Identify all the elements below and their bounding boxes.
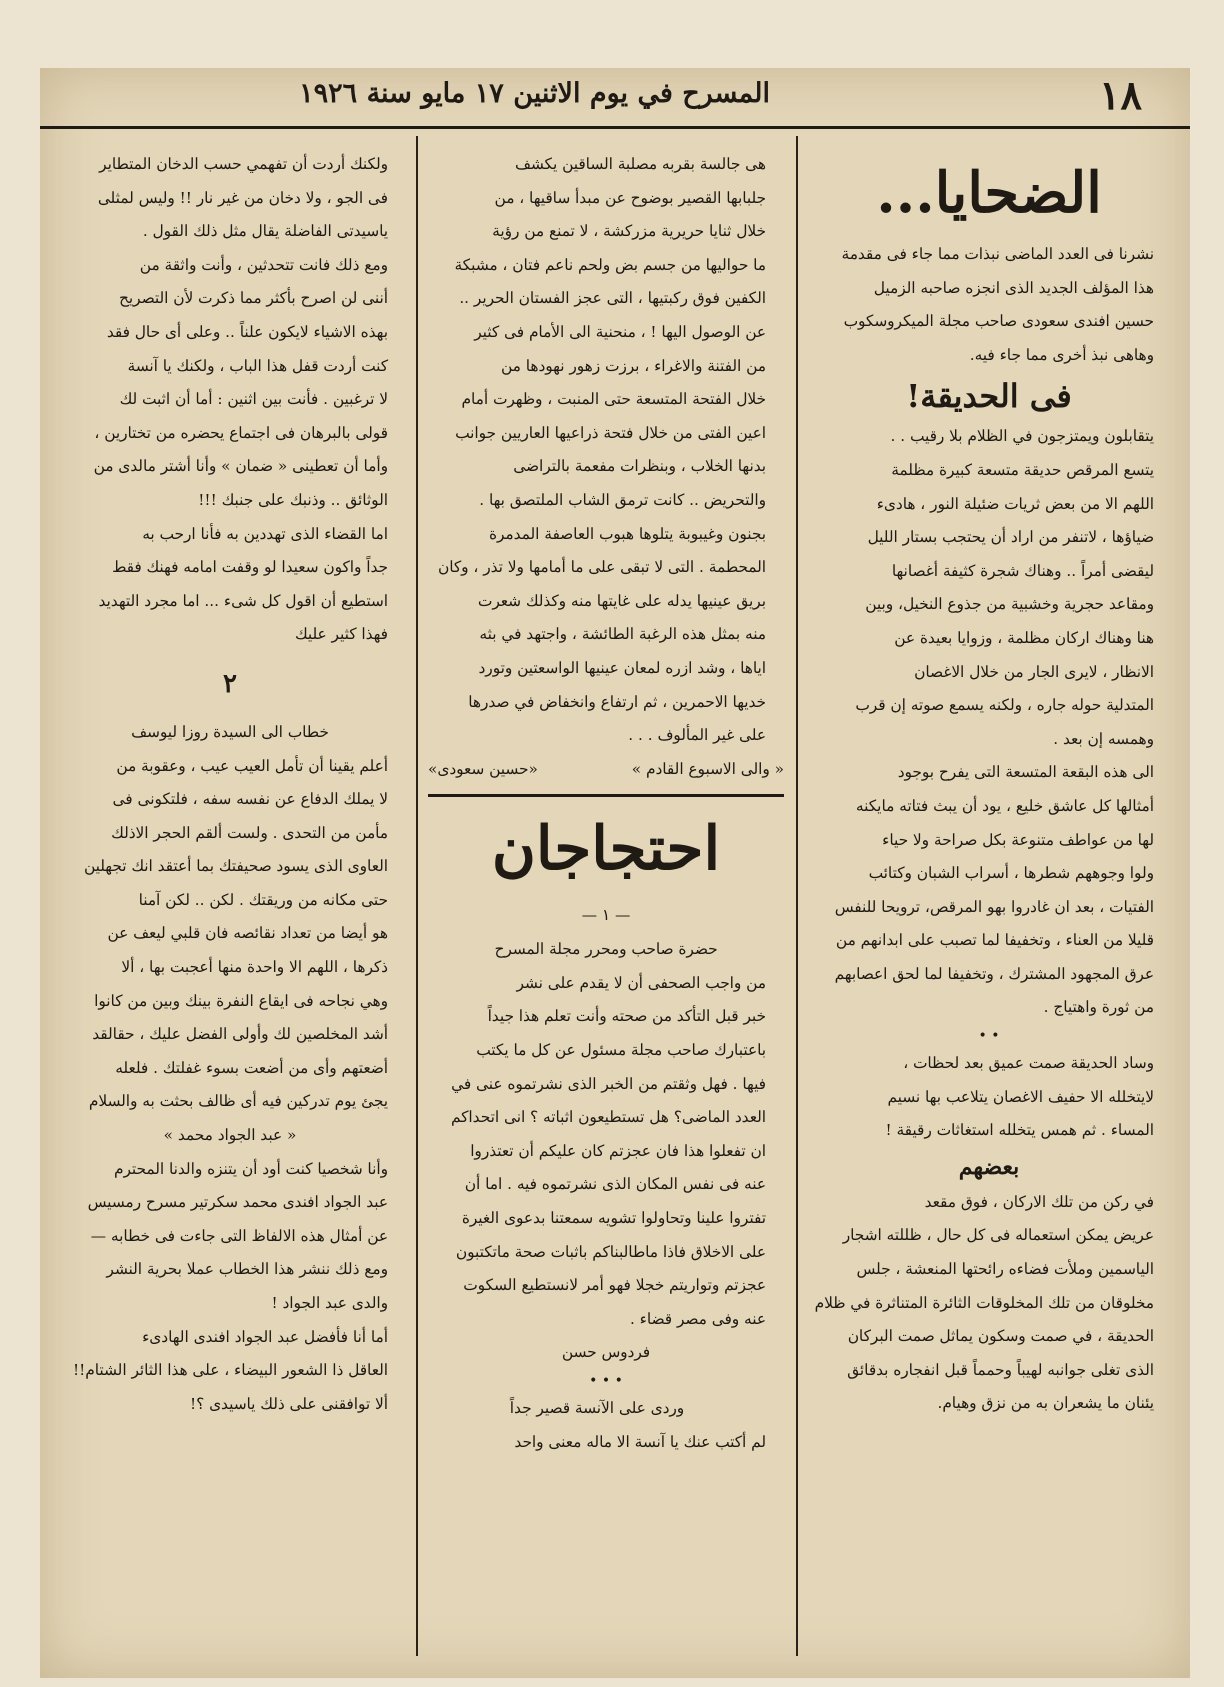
middle-column bbox=[428, 148, 784, 1663]
signoff-line bbox=[428, 753, 784, 787]
letter-heading: خطاب الى السيدة روزا ليوسف bbox=[131, 722, 329, 741]
section-subtitle: فى الحديقة! bbox=[906, 377, 1072, 416]
right-column bbox=[806, 148, 1172, 1663]
column-divider-left bbox=[416, 136, 418, 1656]
letter-signature: « عبد الجواد محمد » bbox=[163, 1126, 297, 1145]
header-rule bbox=[40, 126, 1190, 129]
left-column bbox=[54, 148, 406, 1663]
section-heading: بعضهم bbox=[958, 1153, 1020, 1180]
intro-paragraph: نشرنا فى العدد الماضى نبذات مما جاء فى مقدمة هذا المؤلف الجديد الذى انجزه صاحبه الزميل حسين افندى سعودى صاحب مجلة الميكروسكوب وهاهى نبذ أخرى مما جاء فيه. bbox=[841, 245, 1154, 364]
column-divider-right bbox=[796, 136, 798, 1656]
separator-dots: • • • bbox=[589, 1373, 623, 1389]
paragraph: أعلم يقينا أن تأمل العيب عيب ، وعقوبة من لا يملك الدفاع عن نفسه سفه ، فلتكونى فى مأمن من التحدى . ولست ألقم الحجر الاذلك العاوى الذى يسود صحيفتك بما أعتقد انك تجهلين حتى مكانه من وريقتك . لكن .. لكن آمنا هو أيضا من تعداد نقائصه فان قلبي ليعف عن ذكرها ، اللهم الا واحدة منها أعجبت بها ، ألا وهي نجاحه فى ايقاع النفرة بينك وبين من كانوا أشد المخلصين لك وأولى الفضل عليك ، حقالقد أضعتهم وأى من أضعت بسوء غفلتك . فلعله يجئ يوم تدركين فيه أى ظالف بحثت به والسلام bbox=[83, 756, 388, 1111]
page-number: ١٨ bbox=[1099, 72, 1142, 119]
letter-signature: فردوس حسن bbox=[561, 1343, 651, 1362]
paragraph: وساد الحديقة صمت عميق بعد لحظات ، لايتخلله الا حفيف الاغصان يتلاعب بها نسيم المساء . ثم همس يتخلله استغاثات رقيقة ! bbox=[885, 1054, 1154, 1140]
paragraph: من واجب الصحفى أن لا يقدم على نشر خبر قبل التأكد من صحته وأنت تعلم هذا جيداً باعتبارك صاحب مجلة مسئول عن كل ما يكتب فيها . فهل وثقتم من الخبر الذى نشرتموه عنى في العدد الماضى؟ هل تستطيعون اثباته ؟ انى اتحداكم ان تفعلوا هذا فان عجزتم كان عليكم أن تعتذروا عنه فى نفس المكان الذى نشرتموه فيه . اما أن تفتروا علينا وتحاولوا تشويه سمعتنا بدعوى الغيرة على الاخلاق فاذا ماطالبناكم باثبات صحة ماتكتبون عجزتم وتواريتم خجلا فهو أمر لانستطيع السكوت عنه وفى مصر قضاء . bbox=[450, 973, 766, 1328]
section-rule bbox=[428, 794, 784, 797]
paragraph: اما القضاء الذى تهددين به فأنا ارحب به جداً واكون سعيدا لو وقفت امامه فهنك فقط استطيع أن اقول كل شىء ... اما مجرد التهديد فهذا كثير عليك bbox=[98, 524, 388, 644]
separator-dots: • • bbox=[978, 1028, 1000, 1045]
paragraph: يتقابلون ويمتزجون في الظلام بلا رقيب . . يتسع المرقص حديقة متسعة كبيرة مظلمة اللهم الا من بعض ثريات ضئيلة النور ، هادىء ضياؤها ، لاتنفر من اراد أن يحتجب بستار الليل ليقضى أمراً .. وهناك شجرة كثيفة أغصانها ومقاعد حجرية وخشبية من جذوع النخيل، وبين هنا وهناك اركان مظلمة ، وزوايا بعيدة عن الانظار ، لايرى الجار من خلال الاغصان المتدلية حوله جاره ، ولكنه يسمع صوته إن قرب وهمسه إن بعد . bbox=[855, 427, 1154, 748]
article-title: احتجاجان bbox=[491, 814, 721, 885]
paragraph: الى هذه البقعة المتسعة التى يفرح بوجود أمثالها كل عاشق خليع ، يود أن يبث فتاته مايكنه لها من عواطف متنوعة بكل صراحة ولا حياء ولوا وجوههم شطرها ، أسراب الشبان وكتائب الفتيات ، بعد ان غادروا بهو المرقص، ترويحا للنفس قليلا من العناء ، وتخفيفا لما تصبب على ابدانهم من عرق المجهود المشترك ، وتخفيفا لما لحق اعصابهم من ثورة واهتياج . bbox=[834, 763, 1154, 1017]
address-line: حضرة صاحب ومحرر مجلة المسرح bbox=[494, 940, 718, 959]
paragraph: أما أنا فأفضل عبد الجواد افندى الهادىء العاقل ذا الشعور البيضاء ، على هذا الثائر الشتام!! ألا توافقنى على ذلك ياسيدى ؟! bbox=[72, 1327, 388, 1413]
paragraph: ومع ذلك فانت تتحدثين ، وأنت واثقة من أننى لن اصرح بأكثر مما ذكرت لأن التصريح بهذه الاشياء لايكون علناً .. وعلى أى حال فقد كنت أردت قفل هذا الباب ، ولكنك يا آنسة لا ترغبين . فأنت بين اثنين : أما أن اثبت لك قولى بالبرهان فى اجتماع يحضره من تختارين ، وأما أن تعطينى « ضمان » وأنا أشتر مالدى من الوثائق .. وذنبك على جنبك !!! bbox=[93, 255, 388, 509]
article-title: الضحايا... bbox=[876, 160, 1102, 226]
section-number: ٢ bbox=[223, 668, 237, 699]
paragraph: ولكنك أردت أن تفهمي حسب الدخان المتطاير فى الجو ، ولا دخان من غير نار !! وليس لمثلى ياسيدتى الفاضلة يقال مثل ذلك القول . bbox=[97, 155, 388, 241]
paragraph: هى جالسة بقربه مصلبة الساقين يكشف جلبابها القصير بوضوح عن مبدأ ساقيها ، من خلال ثنايا حريرية مزركشة ، لا تمنع من رؤية ما حواليها من جسم بض ولحم ناعم فتان ، مشبكة الكفين فوق ركبتيها ، التى عجز الفستان الحرير .. عن الوصول اليها ! ، منحنية الى الأمام فى كثير من الفتنة والاغراء ، برزت زهور نهودها من خلال الفتحة المتسعة حتى المنبت ، وظهرت أمام اعين الفتى من خلال فتحة ذراعيها العاريين جوانب بدنها الخلاب ، وبنظرات مفعمة بالتراضى والتحريض .. كانت ترمق الشاب الملتصق بها . بجنون وغيبوبة يتلوها هبوب العاصفة المدمرة المحطمة . التى لا تبقى على ما أمامها ولا تذر ، وكان بريق عينيها يدله على غايتها منه وكذلك شعرت منه بمثل هذه الرغبة الطائشة ، واجتهد في بثه اياها ، وشد ازره لمعان عينيها الواسعتين وتورد خديها الاحمرين ، ثم ارتفاع وانخفاض في صدرها على غير المألوف . . . bbox=[437, 155, 766, 745]
signoff-continued: « والى الاسبوع القادم » bbox=[631, 759, 784, 778]
paragraph: وأنا شخصيا كنت أود أن يتنزه والدنا المحترم عبد الجواد افندى محمد سكرتير مسرح رمسيس عن أمثال هذه الالفاظ التى جاءت فى خطابه — ومع ذلك ننشر هذا الخطاب عملا بحرية النشر والدى عبد الجواد ! bbox=[87, 1159, 388, 1312]
section-number: — ١ — bbox=[581, 906, 631, 925]
header-title: المسرح في يوم الاثنين ١٧ مايو سنة ١٩٢٦ bbox=[299, 78, 770, 109]
paragraph: وردى على الآنسة قصير جداً لم أكتب عنك يا آنسة الا ماله معنى واحد bbox=[509, 1399, 766, 1451]
newspaper-page bbox=[40, 68, 1190, 1678]
page-header bbox=[40, 68, 1190, 128]
paragraph: في ركن من تلك الاركان ، فوق مقعد عريض يمكن استعماله فى كل حال ، ظللته اشجار الياسمين وملأت فضاءه رائحتها المنعشة ، جلس مخلوقان من تلك المخلوقات الثائرة المتناثرة في ظلام الحديقة ، في صمت وسكون يماثل صمت البركان الذى تغلى جوانبه لهيباً وحمماً قبل انفجاره بدقائق يئنان ما يشعران به من نزق وهيام. bbox=[814, 1192, 1154, 1413]
author-signature: «حسين سعودى» bbox=[428, 759, 538, 778]
